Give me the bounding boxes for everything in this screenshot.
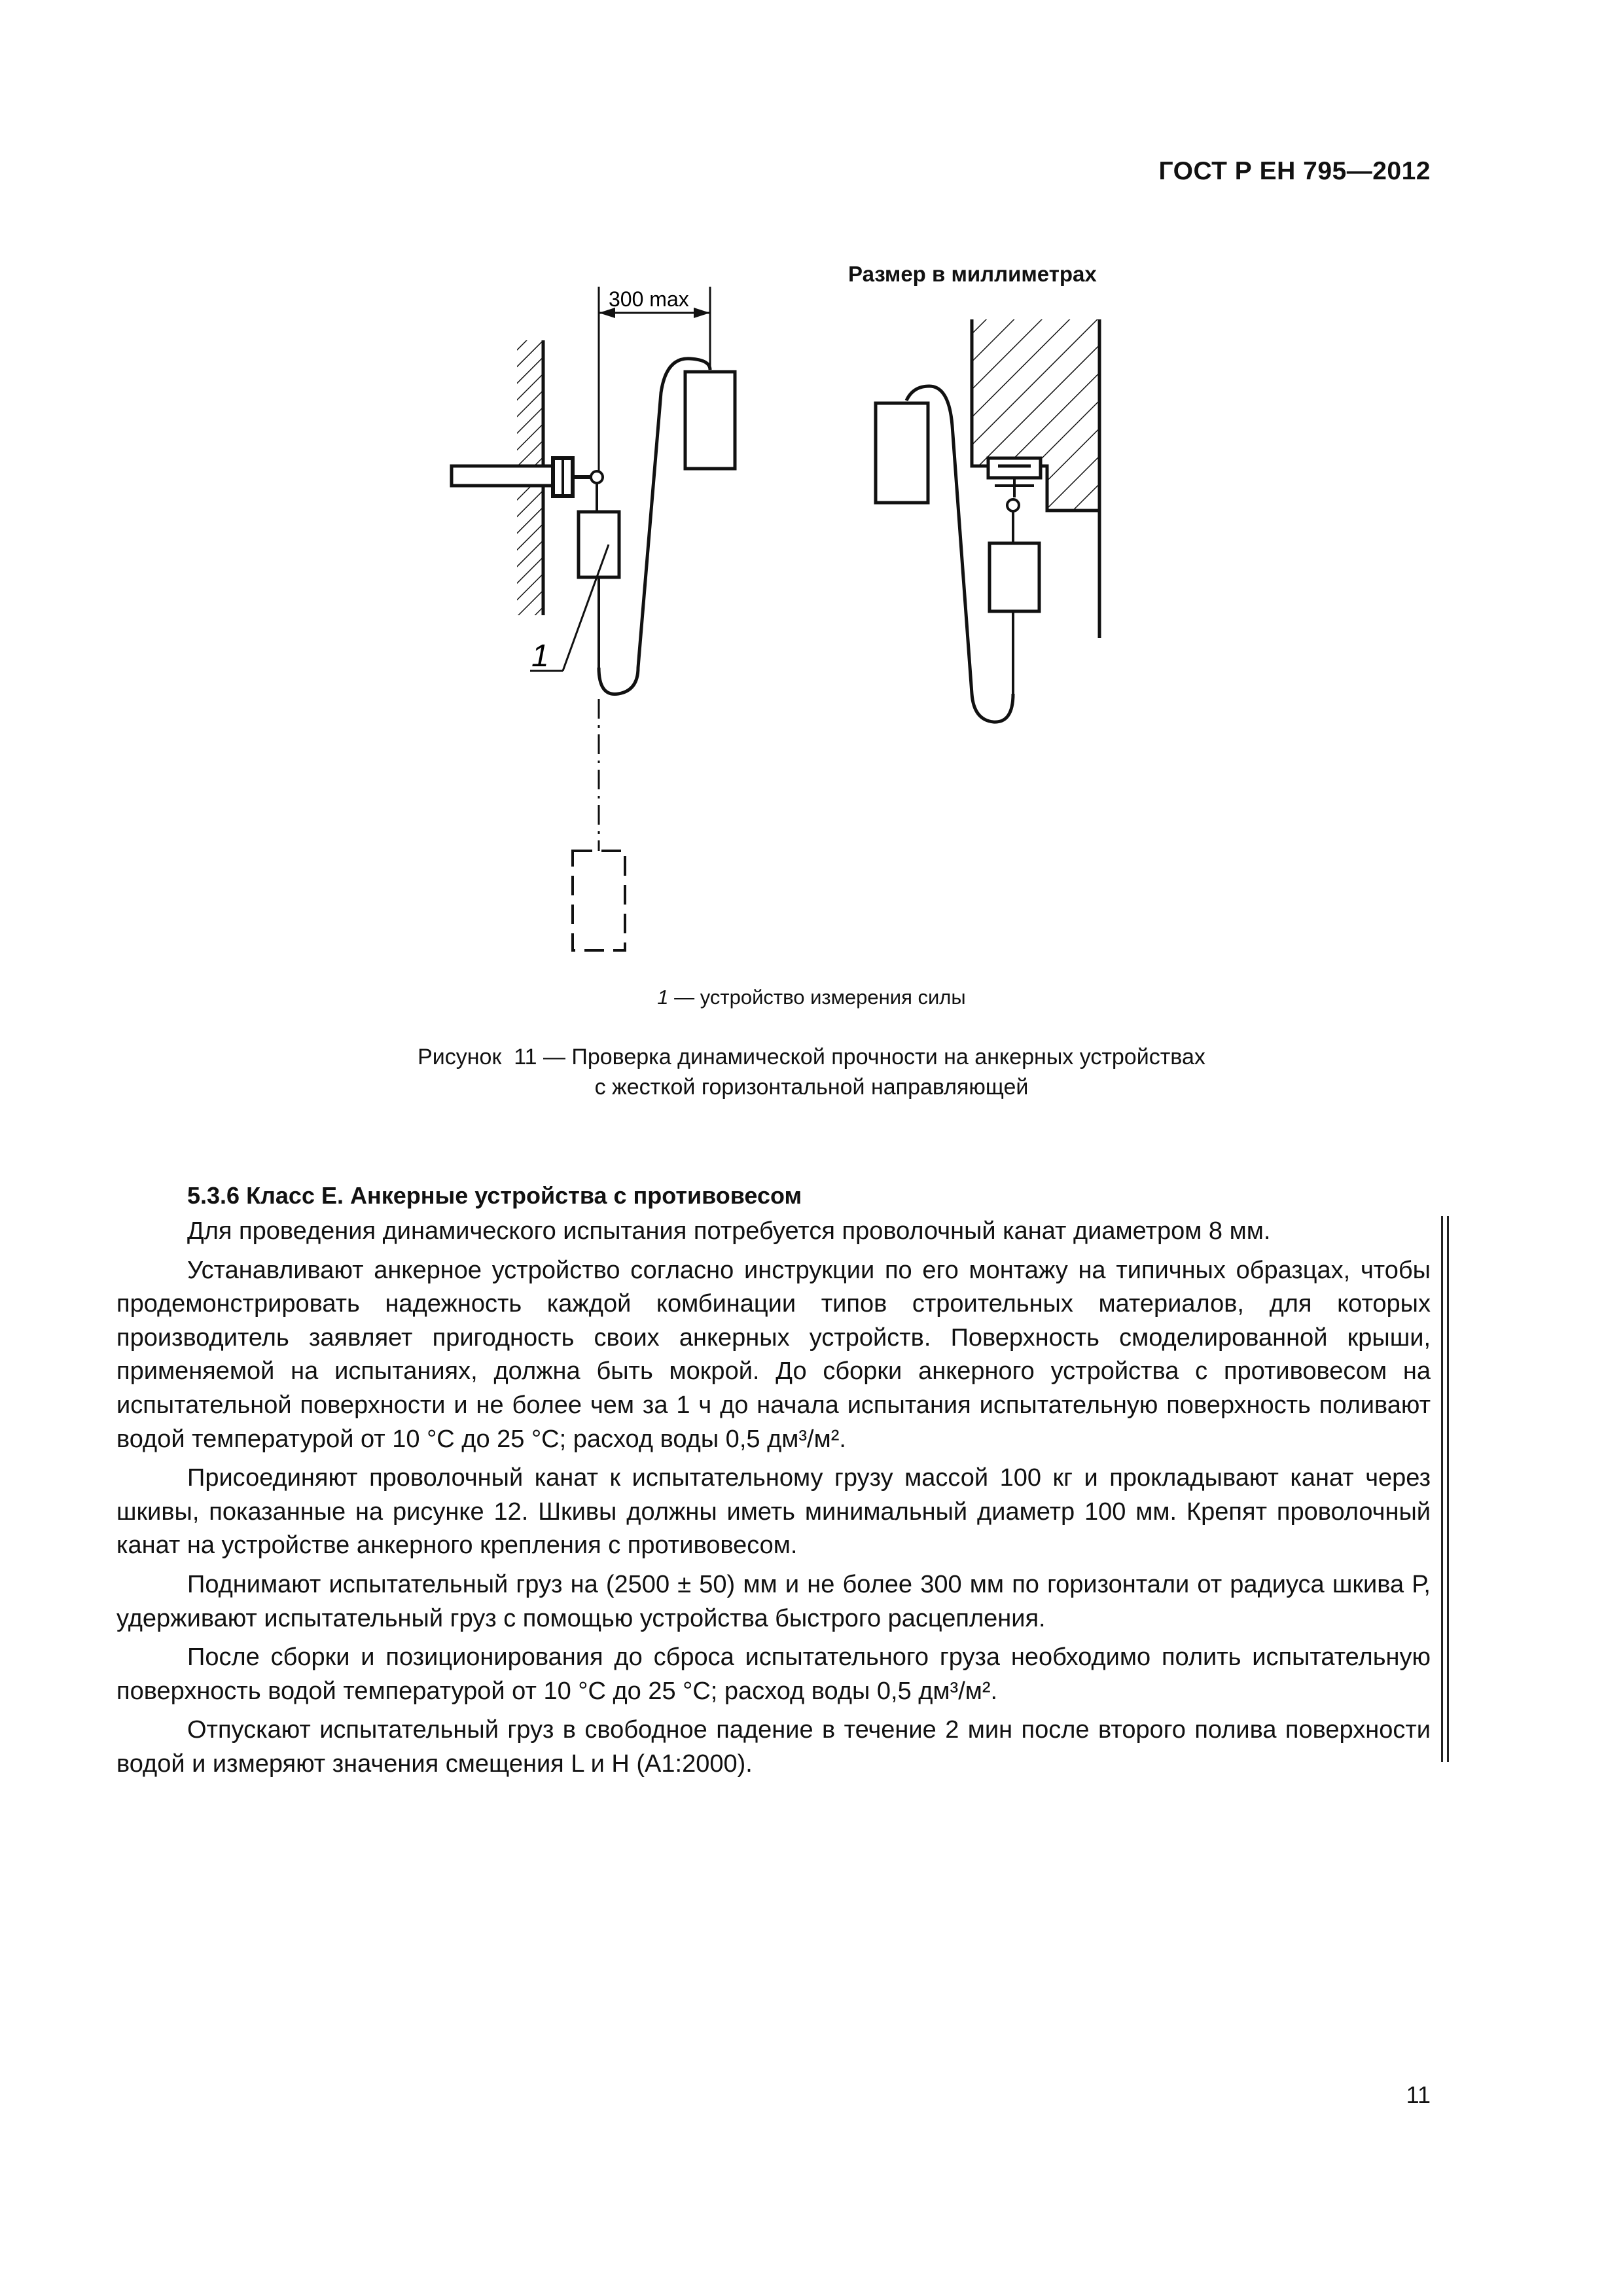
attachment-ring-right <box>1007 499 1019 511</box>
paragraph-1: Для проведения динамического испытания потребуется проволочный канат диаметром 8 мм. <box>187 1217 1271 1245</box>
paragraph-5: После сборки и позиционирования до сброса испытательного груза необходимо полить испытательную поверхность водой температурой от 10 °С до 25 °С; расход воды 0,5 дм³/м². <box>116 1643 1431 1705</box>
legend-text: — устройство измерения силы <box>668 986 966 1009</box>
change-bar <box>1441 1216 1449 1762</box>
callout-number: 1 <box>531 639 549 673</box>
document-id-header: ГОСТ Р ЕН 795—2012 <box>1158 157 1431 185</box>
force-measuring-device-right <box>990 543 1039 611</box>
figure-units-note: Размер в миллиметрах <box>848 262 1097 286</box>
force-measuring-device <box>579 512 619 577</box>
test-mass-right <box>876 403 928 503</box>
paragraph-3: Присоединяют проволочный канат к испытательному грузу массой 100 кг и прокладывают канат через шкивы, показанные на рисунке 12. Шкивы должны иметь минимальный диаметр 100 мм. Крепят проволочный канат на устройстве анкерного крепления с противовесом. <box>116 1464 1431 1560</box>
section-title: 5.3.6 Класс Е. Анкерные устройства с противовесом <box>187 1182 802 1209</box>
caption-line-1: Рисунок 11 — Проверка динамической прочности на анкерных устройствах <box>418 1045 1205 1069</box>
paragraph-4: Поднимают испытательный груз на (2500 ± 50) мм и не более 300 мм по горизонтали от радиуса шкива Р, удерживают испытательный груз с помощью устройства быстрого расцепления. <box>116 1570 1431 1632</box>
section-body <box>116 1215 1431 1782</box>
test-mass-dropped <box>573 851 625 950</box>
figure-legend <box>0 986 1623 1009</box>
paragraph-6: Отпускают испытательный груз в свободное падение в течение 2 мин после второго полива поверхности водой и измеряют значения смещения L и H (A1:2000). <box>116 1716 1431 1778</box>
page-number: 11 <box>1406 2081 1431 2108</box>
figure-11-drawing <box>0 0 1623 1021</box>
figure-caption <box>0 1042 1623 1102</box>
test-mass-raised <box>685 372 735 469</box>
caption-line-2: с жесткой горизонтальной направляющей <box>594 1075 1029 1100</box>
anchor-bracket <box>553 458 592 496</box>
dimension-label: 300 max <box>609 287 689 311</box>
paragraph-2: Устанавливают анкерное устройство согласно инструкции по его монтажу на типичных образцах, чтобы продемонстрировать надежность каждой комбинации типов строительных материалов, для которых производитель заявляет пригодность своих анкерных устройств. Поверхность смоделированной крыши, применяемой на испытаниях, должна быть мокрой. До сборки анкерного устройства с противовесом на испытательной поверхности и не более чем за 1 ч до начала испытания испытательную поверхность поливают водой температурой от 10 °С до 25 °С; расход воды 0,5 дм³/м². <box>116 1256 1431 1453</box>
trolley-on-rail <box>988 458 1041 497</box>
horizontal-guide-rail <box>452 466 556 486</box>
legend-number: 1 <box>657 986 669 1009</box>
attachment-ring <box>591 471 603 483</box>
